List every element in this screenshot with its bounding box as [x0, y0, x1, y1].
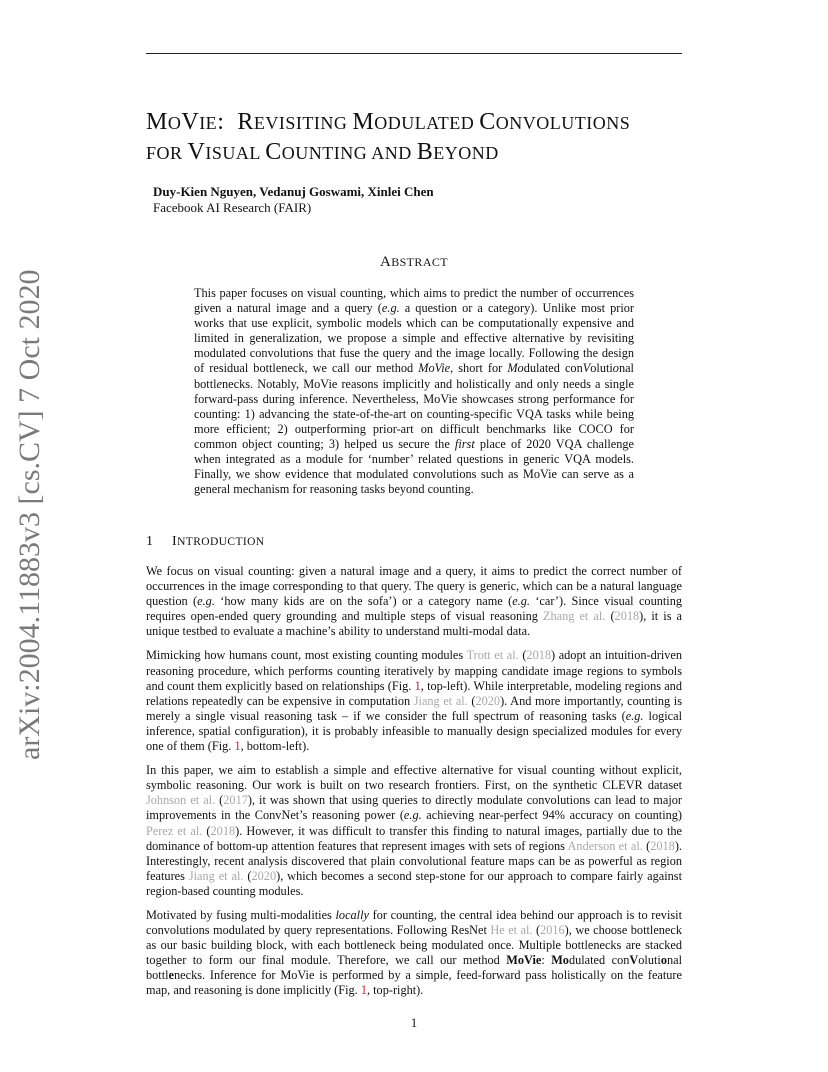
intro-paragraph-3: In this paper, we aim to establish a simple and effective alternative for visual counting without explicit, symbolic reasoning. Our work is built on two research frontiers. First, on the synthetic CLEVR dataset Johnson et al. (2017), it was shown that using queries to directly modulate convolutions can lead to major improvements in the ConvNet’s reasoning power (e.g. achieving near-perfect 94% accuracy on counting) Perez et al. (2018). However, it was difficult to transfer this finding to natural images, partially due to the dominance of bottom-up attention features that represent images with sets of regions Anderson et al. (2018). Interestingly, recent analysis discovered that plain convolutional feature maps can be as powerful as region features Jiang et al. (2020), which becomes a second step-stone for our approach to compare fairly against region-based counting modules.: [146, 763, 683, 898]
title-line-2: [146, 138, 706, 168]
title-smallcaps: IE: [199, 113, 218, 133]
top-rule: [146, 53, 682, 54]
title-line-1: [146, 108, 706, 138]
title-capital: V: [187, 139, 206, 165]
title-smallcaps: EYOND: [433, 143, 499, 163]
intro-paragraph-2: Mimicking how humans count, most existing counting modules Trott et al. (2018) adopt an intuition-driven reasoning procedure, which performs counting iteratively by mapping candidate image regions to symbols and count them explicitly based on relationships (Fig. 1, top-left). While interpretable, modeling regions and relations repeatedly can be expensive in computation Jiang et al. (2020). And more importantly, counting is merely a single visual reasoning task – if we consider the full spectrum of reasoning tasks (e.g. logical inference, spatial configuration), it is probably infeasible to manually design specialized modules for every one of them (Fig. 1, bottom-left).: [146, 648, 682, 754]
citation-link[interactable]: 2016: [540, 923, 565, 938]
figure-reference-link[interactable]: 1: [234, 739, 241, 754]
title-capital: M: [146, 109, 168, 135]
abstract-heading: [0, 254, 828, 271]
page-number: 1: [410, 1016, 418, 1030]
title-capital: V: [181, 109, 200, 135]
section-title-rest: NTRODUCTION: [177, 536, 265, 548]
figure-reference-link[interactable]: 1: [414, 678, 421, 693]
paper-title: [146, 108, 706, 168]
title-capital: C: [479, 109, 496, 135]
citation-link[interactable]: Trott et al.: [466, 648, 519, 663]
arxiv-identifier[interactable]: arXiv:2004.11883v3 [cs.CV] 7 Oct 2020: [13, 269, 46, 760]
section-title-cap: I: [172, 534, 178, 549]
title-smallcaps: O: [167, 113, 182, 133]
citation-link[interactable]: Zhang et al.: [542, 609, 606, 624]
title-smallcaps: ONVOLUTIONS: [495, 113, 631, 133]
abstract-text: This paper focuses on visual counting, which aims to predict the number of occurrences given a natural image and a query (e.g. a question or a category). Unlike most prior works that use explicit, symbolic models which can be computationally expensive and limited in generalization, we propose a simple and effective alternative by revisiting modulated convolutions that fuse the query and the image locally. Following the design of residual bottleneck, we call our method MoVie, short for Modulated conVolutional bottlenecks. Notably, MoVie reasons implicitly and holistically and only needs a single forward-pass during inference. Nevertheless, MoVie showcases strong performance for counting: 1) advancing the state-of-the-art on counting-specific VQA tasks while being more efficient; 2) outperforming prior-art on difficult benchmarks like COCO for common object counting; 3) helped us secure the first place of 2020 VQA challenge when integrated as a module for ‘number’ related questions in generic VQA models. Finally, we show evidence that modulated convolutions such as MoVie can serve as a general mechanism for reasoning tasks beyond counting.: [194, 286, 634, 497]
citation-link[interactable]: Perez et al.: [146, 823, 203, 838]
title-text: :: [217, 109, 238, 135]
figure-reference-link[interactable]: 1: [360, 983, 367, 998]
citation-link[interactable]: Jiang et al.: [188, 868, 244, 883]
citation-link[interactable]: He et al.: [490, 923, 533, 938]
citation-link[interactable]: Jiang et al.: [413, 693, 468, 708]
citation-link[interactable]: 2020: [251, 868, 277, 883]
intro-paragraph-1: We focus on visual counting: given a natural image and a query, it aims to predict the correct number of occurrences in the image corresponding to that query. The query is generic, which can be a natural language question (e.g. ‘how many kids are on the sofa’) or a category name (e.g. ‘car’). Since visual counting requires open-ended query grounding and multiple steps of visual reasoning Zhang et al. (2018), it is a unique testbed to evaluate a machine’s ability to understand multi-modal data.: [146, 564, 683, 639]
introduction-body: [146, 564, 682, 1008]
citation-link[interactable]: 2018: [614, 609, 640, 624]
title-smallcaps: ISUAL: [205, 143, 266, 163]
title-smallcaps: EVISITING: [253, 113, 353, 133]
abstract-heading-cap: A: [379, 254, 392, 270]
title-capital: R: [237, 109, 254, 135]
citation-link[interactable]: 2017: [223, 793, 248, 808]
title-capital: C: [265, 139, 282, 165]
citation-link[interactable]: Anderson et al.: [567, 838, 643, 853]
citation-link[interactable]: Johnson et al.: [146, 793, 216, 808]
section-number: 1: [146, 534, 154, 549]
title-smallcaps: ODULATED: [374, 113, 480, 133]
author-list: Duy-Kien Nguyen, Vedanuj Goswami, Xinlei Chen: [153, 184, 434, 199]
title-smallcaps: OUNTING AND: [281, 143, 417, 163]
title-capital: B: [416, 139, 434, 165]
affiliation: Facebook AI Research (FAIR): [153, 200, 312, 215]
citation-link[interactable]: 2018: [650, 838, 675, 853]
intro-paragraph-4: Motivated by fusing multi-modalities locally for counting, the central idea behind our approach is to revisit convolutions modulated by query representations. Following ResNet He et al. (2016), we choose bottleneck as our basic building block, with each bottleneck being modulated once. Multiple bottlenecks are stacked together to form our final module. Therefore, we call our method MoVie: Modulated conVolutional bottlenecks. Inference for MoVie is performed by a simple, feed-forward pass holistically on the feature map, and reasoning is done implicitly (Fig. 1, top-right).: [146, 907, 682, 998]
section-heading-introduction: [146, 534, 265, 550]
title-smallcaps: FOR: [146, 143, 188, 163]
citation-link[interactable]: 2020: [475, 693, 501, 708]
title-capital: M: [352, 109, 375, 135]
citation-link[interactable]: 2018: [210, 823, 236, 838]
citation-link[interactable]: 2018: [526, 648, 552, 663]
abstract-heading-rest: BSTRACT: [391, 255, 449, 269]
